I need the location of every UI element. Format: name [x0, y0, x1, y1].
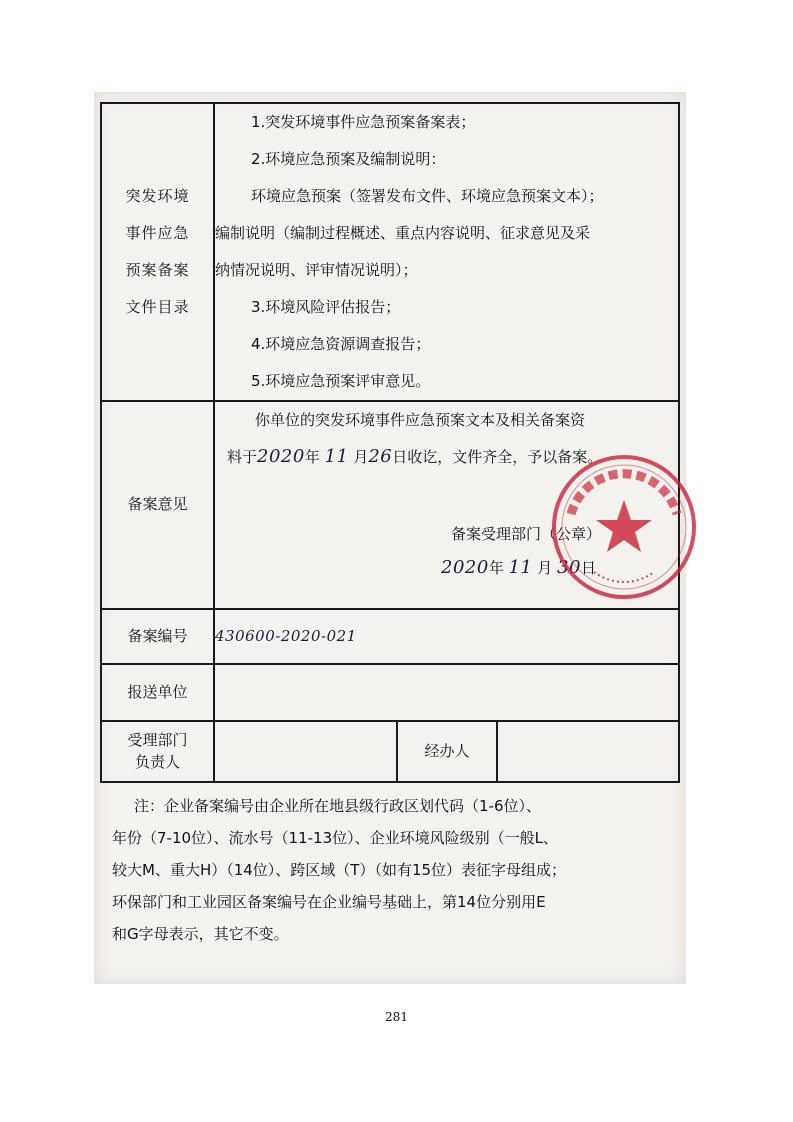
text-fragment: 年: [488, 559, 504, 577]
directory-item: 5.环境应急预案评审意见。: [251, 372, 431, 390]
directory-label: [101, 103, 214, 401]
opinion-label: 备案意见: [101, 401, 214, 609]
handwritten-month: 11: [324, 446, 349, 467]
submit-unit-row: [101, 664, 679, 721]
directory-item: 4.环境应急资源调查报告；: [251, 335, 431, 353]
opinion-content: [214, 401, 679, 609]
record-number-value: 430600-2020-021: [214, 609, 679, 664]
responsible-label-line: 受理部门: [127, 730, 188, 749]
directory-item: 环境应急预案（签署发布文件、环境应急预案文本）；: [251, 187, 604, 205]
notes-block: [112, 790, 674, 950]
note-line: 环保部门和工业园区备案编号在企业编号基础上，第14位分别用E: [112, 893, 546, 911]
directory-item: 1.突发环境事件应急预案备案表；: [251, 113, 476, 131]
note-line: 年份（7-10位）、流水号（11-13位）、企业环境风险级别（一般L、: [112, 829, 558, 847]
text-fragment: 月: [353, 448, 369, 466]
text-fragment: 年: [304, 448, 320, 466]
text-fragment: 料于: [227, 448, 258, 466]
submit-unit-value: [214, 664, 679, 721]
text-fragment: 日: [581, 559, 597, 577]
handwritten-day: 26: [368, 446, 393, 467]
responsible-label-line: 负责人: [134, 752, 180, 771]
directory-label-line: 事件应急: [125, 224, 190, 242]
note-line: 和G字母表示，其它不变。: [112, 925, 289, 943]
directory-label-line: 突发环境: [125, 187, 190, 205]
filing-form-table: [100, 102, 680, 783]
directory-content: [214, 103, 679, 401]
directory-item: 3.环境风险评估报告；: [251, 298, 401, 316]
note-line: 较大M、重大H）（14位）、跨区域（T）（如有15位）表征字母组成；: [112, 861, 567, 879]
directory-row: [101, 103, 679, 401]
filing-department: 备案受理部门（公章）: [451, 525, 602, 543]
handwritten-month: 11: [508, 557, 533, 578]
opinion-row: [101, 401, 679, 609]
submit-unit-label: 报送单位: [101, 664, 214, 721]
record-number-row: [101, 609, 679, 664]
responsible-value: [215, 722, 397, 781]
responsible-inner-table: [215, 722, 678, 781]
directory-item: 纳情况说明、评审情况说明）；: [215, 261, 418, 279]
directory-label-line: 预案备案: [125, 261, 190, 279]
note-line: 注：企业备案编号由企业所在地县级行政区划代码（1-6位）、: [134, 797, 542, 815]
handwritten-day: 30: [557, 557, 581, 578]
handler-value: [497, 722, 678, 781]
handler-label: 经办人: [397, 722, 497, 781]
directory-label-line: 文件目录: [125, 298, 190, 316]
opinion-text-line1: 你单位的突发环境事件应急预案文本及相关备案资: [255, 411, 586, 429]
responsible-row: [101, 721, 679, 782]
handwritten-year: 2020: [257, 446, 305, 467]
handwritten-year: 2020: [441, 557, 489, 578]
text-fragment: 日收讫，文件齐全，予以备案。: [392, 448, 603, 466]
opinion-text-line2: [227, 444, 602, 470]
text-fragment: 月: [537, 559, 553, 577]
responsible-label: [101, 721, 214, 782]
official-seal-stamp: [549, 452, 699, 602]
responsible-content: [214, 721, 679, 782]
page-number: 281: [385, 1010, 408, 1024]
directory-item: 2.环境应急预案及编制说明：: [251, 150, 446, 168]
directory-item: 编制说明（编制过程概述、重点内容说明、征求意见及采: [215, 224, 591, 242]
record-number-label: 备案编号: [101, 609, 214, 664]
